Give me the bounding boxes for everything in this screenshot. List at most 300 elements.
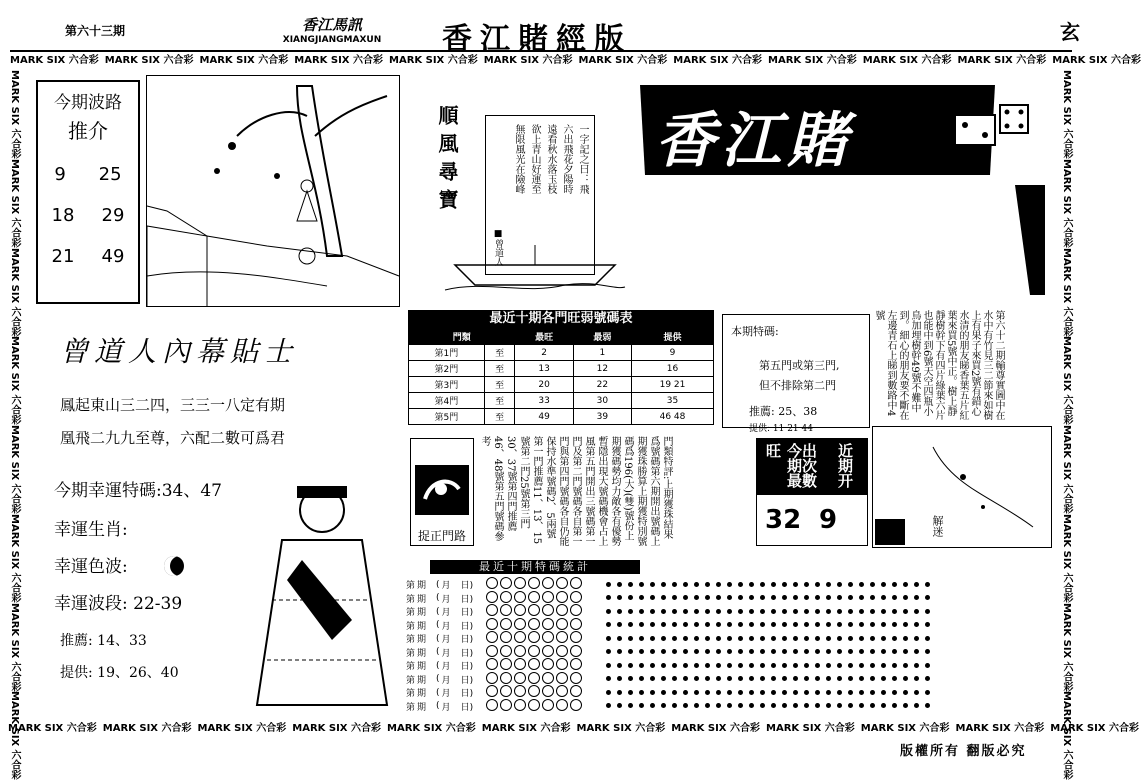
dot-mark xyxy=(628,595,633,600)
header-bar xyxy=(10,12,1080,57)
dot-mark xyxy=(661,582,666,587)
dot-mark xyxy=(694,649,699,654)
dot-mark xyxy=(782,676,787,681)
strip-item: MARK SIX 六合彩 xyxy=(481,723,571,734)
period-label: ( xyxy=(436,674,440,685)
ball-slot xyxy=(528,645,540,657)
period-label: ( xyxy=(436,687,440,698)
dot-mark xyxy=(738,595,743,600)
dot-mark xyxy=(639,690,644,695)
dot-mark xyxy=(771,595,776,600)
bottom-strip xyxy=(8,722,1139,736)
dot-mark xyxy=(617,690,622,695)
dot-mark xyxy=(749,676,754,681)
page-title: 香江賭經版 xyxy=(442,22,632,57)
dot-mark xyxy=(815,663,820,668)
ball-slot xyxy=(556,631,568,643)
ball-slot xyxy=(556,618,568,630)
strip-item: MARK SIX 六合彩 xyxy=(9,158,20,248)
dot-mark xyxy=(793,676,798,681)
dot-mark xyxy=(639,636,644,641)
dot-mark xyxy=(837,622,842,627)
period-label: 期 xyxy=(417,702,427,713)
ball-slot xyxy=(500,645,512,657)
dot-mark xyxy=(738,649,743,654)
dot-mark xyxy=(683,595,688,600)
period-label: 第 xyxy=(406,648,416,659)
dot-mark xyxy=(628,676,633,681)
dot-mark xyxy=(694,676,699,681)
dot-mark xyxy=(771,690,776,695)
analysis-right: 第六十二期輸尊實圖中在水中有竹見三二節來如樹上有果子來買2號有錯心水清的朋友睇香葉五片紅葉來買5號中正。樹上靜靜樹幹下有四片綠葉六片也能中到6號天空四瓶小鳥加埋樹幹49號不難中到。細心的朋友要不斷在左邊青石上睇到數路中4號 xyxy=(873,310,1004,420)
period-label: 期 xyxy=(417,662,427,673)
period-label: 日) xyxy=(460,594,474,605)
period-label: 第 xyxy=(406,689,416,700)
dot-mark xyxy=(639,703,644,708)
dot-mark xyxy=(782,703,787,708)
stat-h2: 出次數 xyxy=(800,443,818,488)
strip-item: MARK SIX 六合彩 xyxy=(671,723,760,734)
ball-slot xyxy=(486,577,498,589)
strip-item: MARK SIX 六合彩 xyxy=(199,55,289,66)
strip-item: MARK SIX 六合彩 xyxy=(9,602,20,692)
dot-mark xyxy=(881,636,886,641)
ball-slot xyxy=(542,685,554,697)
ball-slot xyxy=(542,658,554,670)
ball-slot xyxy=(514,658,526,670)
table-cell-min: 30 xyxy=(573,393,631,409)
poem-line: 一字記之曰：飛 xyxy=(577,124,588,194)
period-label: 第 xyxy=(406,621,416,632)
table-cell-door: 第1門 xyxy=(409,345,485,361)
dot-mark xyxy=(628,622,633,627)
dot-mark xyxy=(815,595,820,600)
period-row xyxy=(406,646,1052,660)
wave-row xyxy=(38,246,138,267)
dot-mark xyxy=(738,703,743,708)
ball-slot xyxy=(570,672,582,684)
dot-mark xyxy=(639,582,644,587)
table-cell-range: 至 xyxy=(484,377,515,393)
dot-mark xyxy=(848,609,853,614)
dot-mark xyxy=(683,703,688,708)
dot-mark xyxy=(804,690,809,695)
dot-mark xyxy=(925,595,930,600)
period-label: ( xyxy=(436,647,440,658)
period-label: 月 xyxy=(441,594,451,605)
table-cell-min: 22 xyxy=(573,377,631,393)
dot-mark xyxy=(672,636,677,641)
ball-slot xyxy=(556,699,568,711)
dot-mark xyxy=(881,649,886,654)
dot-mark xyxy=(760,636,765,641)
dot-mark xyxy=(892,663,897,668)
strip-item: MARK SIX 六合彩 xyxy=(292,723,381,734)
dot-mark xyxy=(694,582,699,587)
dot-mark xyxy=(903,609,908,614)
ball-slot xyxy=(556,658,568,670)
dot-mark xyxy=(925,676,930,681)
dot-mark xyxy=(925,649,930,654)
table-row xyxy=(409,377,714,393)
period-label: 期 xyxy=(417,689,427,700)
ten-period-title: 最近十期特碼統計 xyxy=(430,560,640,574)
dot-mark xyxy=(672,595,677,600)
period-label: 日) xyxy=(460,689,474,700)
period-label: ( xyxy=(436,593,440,604)
period-label: 日) xyxy=(460,648,474,659)
ball-slot xyxy=(500,591,512,603)
dot-mark xyxy=(749,649,754,654)
dot-mark xyxy=(650,636,655,641)
dot-mark xyxy=(716,582,721,587)
ball-slot xyxy=(500,618,512,630)
dot-mark xyxy=(892,676,897,681)
dot-mark xyxy=(683,676,688,681)
dot-mark xyxy=(892,595,897,600)
right-tag: 玄 xyxy=(1060,20,1080,44)
dot-mark xyxy=(716,690,721,695)
strip-item: MARK SIX 六合彩 xyxy=(483,55,573,66)
dot-mark xyxy=(771,609,776,614)
strip-item: MARK SIX 六合彩 xyxy=(578,55,668,66)
dot-group xyxy=(603,607,933,617)
dot-mark xyxy=(628,636,633,641)
door-table: 最近十期各門旺弱號碼表 門類 最旺 最弱 提供 第1門 至 2 1 9 第2門 至 13 12 16 第3門 至 20 22 19 21 第4門 至 33 30 35 第5門 至 49 39 46 48 xyxy=(408,310,714,430)
table-cell-range: 至 xyxy=(484,361,515,377)
period-label: 日) xyxy=(460,608,474,619)
dot-mark xyxy=(903,676,908,681)
dot-mark xyxy=(826,582,831,587)
ball-slot xyxy=(486,699,498,711)
ball-slot xyxy=(528,604,540,616)
dot-mark xyxy=(672,663,677,668)
dot-mark xyxy=(903,703,908,708)
dot-mark xyxy=(694,595,699,600)
dot-mark xyxy=(925,663,930,668)
dot-mark xyxy=(749,703,754,708)
dot-mark xyxy=(749,609,754,614)
dot-mark xyxy=(650,676,655,681)
table-cell-offer: 9 xyxy=(631,345,713,361)
dot-mark xyxy=(925,703,930,708)
dot-mark xyxy=(760,676,765,681)
ball-slot xyxy=(500,577,512,589)
strip-item: MARK SIX 六合彩 xyxy=(576,723,666,734)
dot-mark xyxy=(870,582,875,587)
period-label: 第 xyxy=(406,702,416,713)
dot-mark xyxy=(870,676,875,681)
wave-number: 25 xyxy=(98,164,122,185)
dot-mark xyxy=(705,609,710,614)
dot-mark xyxy=(661,703,666,708)
dot-mark xyxy=(771,622,776,627)
dot-mark xyxy=(749,690,754,695)
period-label: 月 xyxy=(441,635,451,646)
dot-mark xyxy=(903,622,908,627)
ball-slot xyxy=(500,631,512,643)
period-label: 月 xyxy=(441,662,451,673)
dot-mark xyxy=(837,636,842,641)
dot-mark xyxy=(661,663,666,668)
dot-mark xyxy=(727,703,732,708)
period-label: 第 xyxy=(406,581,416,592)
dot-mark xyxy=(870,649,875,654)
dot-mark xyxy=(870,663,875,668)
ball-slot xyxy=(570,658,582,670)
ball-slot xyxy=(542,618,554,630)
table-cell-max: 33 xyxy=(515,393,573,409)
dot-mark xyxy=(694,622,699,627)
table-cell-offer: 19 21 xyxy=(631,377,713,393)
poem-line: 無限風光在險峰 xyxy=(513,124,524,194)
period-label: 第 xyxy=(406,608,416,619)
dot-mark xyxy=(628,582,633,587)
dot-mark xyxy=(672,609,677,614)
ball-slot xyxy=(500,699,512,711)
dot-mark xyxy=(639,595,644,600)
riddle-box: 解迷 xyxy=(872,426,1052,548)
dot-mark xyxy=(892,636,897,641)
dot-mark xyxy=(837,676,842,681)
dot-mark xyxy=(804,622,809,627)
poem-line: 六出飛花夕陽時 xyxy=(561,124,572,194)
period-rows xyxy=(406,578,1052,716)
dot-mark xyxy=(771,703,776,708)
ball-slot xyxy=(528,591,540,603)
dot-mark xyxy=(870,690,875,695)
dot-mark xyxy=(914,609,919,614)
ball-slot xyxy=(528,658,540,670)
ball-slot xyxy=(542,604,554,616)
strip-item: MARK SIX 六合彩 xyxy=(1061,513,1072,603)
dot-mark xyxy=(727,663,732,668)
dot-mark xyxy=(815,690,820,695)
period-label: 月 xyxy=(441,608,451,619)
dot-mark xyxy=(738,609,743,614)
strip-item: MARK SIX 六合彩 xyxy=(102,723,192,734)
period-row xyxy=(406,605,1052,619)
dot-mark xyxy=(727,636,732,641)
special-number-box: 本期特碼: 第五門或第三門, 但不排除第二門 推薦: 25、38 提供: 11 21 44 xyxy=(722,314,870,428)
ball-slot xyxy=(556,645,568,657)
ball-slot xyxy=(556,591,568,603)
dot-mark xyxy=(914,582,919,587)
dot-mark xyxy=(848,582,853,587)
dot-mark xyxy=(672,582,677,587)
dot-mark xyxy=(826,595,831,600)
dot-mark xyxy=(848,636,853,641)
dot-mark xyxy=(804,676,809,681)
table-cell-range: 至 xyxy=(484,409,515,425)
dot-group xyxy=(603,688,933,698)
ball-slot xyxy=(528,631,540,643)
dot-mark xyxy=(782,582,787,587)
dot-mark xyxy=(859,609,864,614)
table-cell-max: 49 xyxy=(515,409,573,425)
ball-slot xyxy=(542,591,554,603)
dot-mark xyxy=(903,663,908,668)
dot-mark xyxy=(705,703,710,708)
strip-item: MARK SIX 六合彩 xyxy=(9,336,20,425)
dot-mark xyxy=(793,595,798,600)
copyright: 版權所有 翻版必究 xyxy=(900,744,1027,759)
dot-mark xyxy=(870,622,875,627)
period-label: 月 xyxy=(441,702,451,713)
ball-slot xyxy=(570,577,582,589)
boat-icon xyxy=(445,245,625,295)
dot-mark xyxy=(782,649,787,654)
ball-slot xyxy=(542,577,554,589)
strip-item: MARK SIX 六合彩 xyxy=(766,723,855,734)
ball-slot xyxy=(570,699,582,711)
table-cell-range: 至 xyxy=(484,345,515,361)
table-cell-offer: 35 xyxy=(631,393,713,409)
poem-line: 遠看秋水落玉枝 xyxy=(545,124,556,194)
dot-group xyxy=(603,661,933,671)
dot-mark xyxy=(826,649,831,654)
stat-h3: 近期开 xyxy=(836,443,854,488)
table-row xyxy=(409,409,714,425)
wave-number: 29 xyxy=(101,205,125,226)
strip-item: MARK SIX 六合彩 xyxy=(104,55,194,66)
period-label: 月 xyxy=(441,581,451,592)
dot-mark xyxy=(804,582,809,587)
dot-mark xyxy=(628,649,633,654)
dot-mark xyxy=(738,622,743,627)
ball-slot xyxy=(528,618,540,630)
dot-mark xyxy=(661,636,666,641)
ball-slot xyxy=(486,645,498,657)
dot-mark xyxy=(881,622,886,627)
dot-mark xyxy=(694,690,699,695)
table-row xyxy=(409,393,714,409)
dot-mark xyxy=(881,663,886,668)
wave-row xyxy=(38,205,138,226)
dot-mark xyxy=(870,703,875,708)
strip-item: MARK SIX 六合彩 xyxy=(197,723,287,734)
dot-mark xyxy=(914,676,919,681)
door-path-box: 捉正門路 xyxy=(410,438,474,546)
dot-mark xyxy=(837,663,842,668)
dot-mark xyxy=(914,690,919,695)
dot-mark xyxy=(903,595,908,600)
dot-mark xyxy=(859,622,864,627)
dot-mark xyxy=(705,582,710,587)
dot-mark xyxy=(716,609,721,614)
dot-mark xyxy=(925,622,930,627)
dot-mark xyxy=(694,609,699,614)
left-strip xyxy=(4,70,22,780)
dot-mark xyxy=(870,609,875,614)
ball-slot xyxy=(542,645,554,657)
dot-mark xyxy=(650,690,655,695)
period-label: 日) xyxy=(460,662,474,673)
dot-mark xyxy=(705,676,710,681)
dot-mark xyxy=(705,622,710,627)
dot-mark xyxy=(848,663,853,668)
period-label: 日) xyxy=(460,675,474,686)
hand-icon xyxy=(411,459,473,529)
ball-slot xyxy=(514,618,526,630)
dot-mark xyxy=(683,663,688,668)
dot-mark xyxy=(617,622,622,627)
strip-item: MARK SIX 六合彩 xyxy=(9,70,20,159)
stat-h1: 今期最旺 xyxy=(764,443,803,488)
ball-slot xyxy=(528,699,540,711)
period-row xyxy=(406,632,1052,646)
table-row xyxy=(409,361,714,377)
dot-mark xyxy=(749,636,754,641)
dot-mark xyxy=(837,609,842,614)
dot-mark xyxy=(815,649,820,654)
dot-mark xyxy=(859,690,864,695)
ball-slot xyxy=(500,658,512,670)
period-label: ( xyxy=(436,579,440,590)
poem-scroll: 一字記之曰：飛 六出飛花夕陽時 遠看秋水落玉枝 欲上青山好運至 無限風光在險峰 ■曾道人 xyxy=(485,115,595,275)
dot-mark xyxy=(650,595,655,600)
dot-mark xyxy=(892,690,897,695)
dot-mark xyxy=(771,676,776,681)
dot-mark xyxy=(749,622,754,627)
strip-item: MARK SIX 六合彩 xyxy=(957,55,1047,66)
dot-mark xyxy=(793,622,798,627)
dot-mark xyxy=(683,649,688,654)
dot-mark xyxy=(881,690,886,695)
dot-mark xyxy=(760,703,765,708)
wave-number: 18 xyxy=(51,205,75,226)
dot-mark xyxy=(661,676,666,681)
dot-mark xyxy=(606,582,611,587)
wave-recommend-box: 今期波路 推介 9 25 18 29 21 49 xyxy=(36,80,140,304)
moon-icon xyxy=(164,556,184,576)
dot-mark xyxy=(738,636,743,641)
strip-item: MARK SIX 六合彩 xyxy=(860,723,950,734)
period-label: 日) xyxy=(460,702,474,713)
analysis-middle: 門類特評:上期獲珠結果爲號碼第六期開出號碼上期獲珠勝算上期獲特別號碼爲196(大)(雙)號份上期獲碼勢均力敵各有優勢暫隱出現大號碼機會占上風第五門開出三號碼第一門及第二門號碼各自第一門與第四門號碼各自仍能保持水準號碼2、5兩號第一門推薦11、13、15號第二門25號第三門30、37號第四門推薦46、48號第五門號碼參考 xyxy=(479,436,672,546)
dot-mark xyxy=(925,636,930,641)
period-label: 月 xyxy=(441,621,451,632)
dot-mark xyxy=(804,663,809,668)
dot-mark xyxy=(793,582,798,587)
period-label: 第 xyxy=(406,675,416,686)
wave-numbers xyxy=(38,164,138,267)
dot-mark xyxy=(606,690,611,695)
dot-mark xyxy=(782,609,787,614)
ball-slot xyxy=(570,645,582,657)
dot-mark xyxy=(694,663,699,668)
strip-item: MARK SIX 六合彩 xyxy=(673,55,762,66)
dot-mark xyxy=(639,676,644,681)
dot-mark xyxy=(826,622,831,627)
strip-item: MARK SIX 六合彩 xyxy=(1061,691,1072,780)
dot-mark xyxy=(716,663,721,668)
dot-mark xyxy=(694,703,699,708)
dot-mark xyxy=(639,663,644,668)
dot-mark xyxy=(683,609,688,614)
dot-mark xyxy=(804,703,809,708)
dot-mark xyxy=(848,703,853,708)
dot-mark xyxy=(892,582,897,587)
dot-mark xyxy=(606,676,611,681)
strip-item: MARK SIX 六合彩 xyxy=(8,723,97,734)
dot-group xyxy=(603,647,933,657)
strip-item: MARK SIX 六合彩 xyxy=(9,247,20,337)
dot-mark xyxy=(848,676,853,681)
dot-mark xyxy=(892,703,897,708)
strip-item: MARK SIX 六合彩 xyxy=(9,425,20,514)
dot-mark xyxy=(650,582,655,587)
